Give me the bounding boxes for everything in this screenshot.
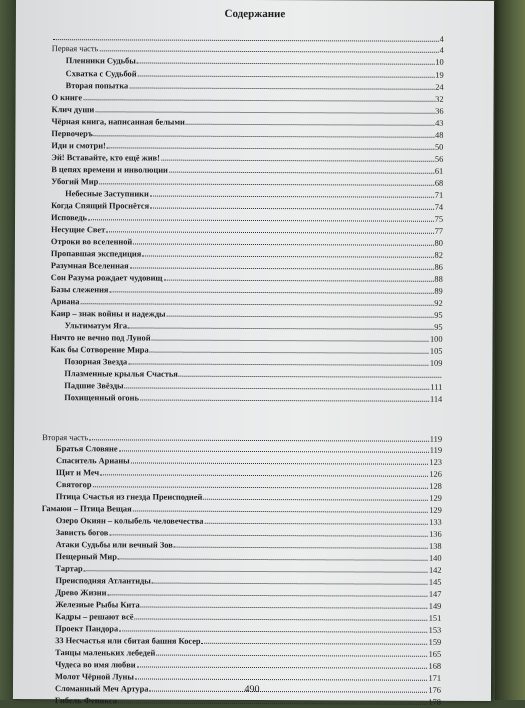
toc-leader-dots [135,670,428,680]
toc-entry-page: 48 [435,130,444,140]
toc-leader-dots [106,223,433,233]
toc-entry-title: Плазменные крылья Счастья [64,369,178,379]
toc-entry-title: Святогор [55,480,92,490]
toc-leader-dots [203,491,428,501]
toc-entry-title: Разумная Вселенная [50,261,129,271]
toc-leader-dots [133,235,433,245]
toc-leader-dots [119,622,428,632]
toc-entry-title: Преисподняя Атлантиды [55,576,151,586]
toc-entry-page: 123 [429,457,443,467]
toc-entry-title: Отроки во вселенной [50,237,133,247]
toc-entry-page: 119 [429,445,443,455]
toc-entry-title: Гибель Феникса [54,696,118,706]
toc-entry-page: 24 [435,82,444,92]
toc-entry [55,694,441,708]
toc-entry-title: Падшие Звёзды [64,381,124,391]
toc-leader-dots [53,31,439,42]
toc-entry-page: 168 [428,661,442,671]
toc-entry-title: Сон Разума рождает чудовищ [50,273,163,283]
toc-entry-page: 71 [434,190,444,200]
toc-entry-title: Кадры – решают всё [55,612,134,622]
toc-entry-page: 109 [429,358,443,368]
toc-entry-title: Пещерный Мир [55,552,117,562]
toc-entry-page: 147 [428,589,442,599]
toc-leader-dots [129,79,434,89]
toc-leader-dots [164,272,434,282]
toc-leader-dots [100,466,428,476]
toc-entry-title: Тартар [55,564,83,574]
toc-entry-page: 80 [434,238,443,248]
toc-entry-title: Каир – знак войны и надежды [50,309,166,319]
toc-entry-page: 68 [434,178,444,188]
toc-entry-title: Позорная Звезда [64,357,128,367]
toc-entry-page: 119 [429,434,443,444]
toc-entry-page: 171 [428,673,442,683]
toc-entry [64,391,442,405]
toc-leader-dots [131,454,429,464]
toc-entry-page: 140 [428,553,442,563]
toc-leader-dots [99,42,438,52]
toc-entry-title: Гамаюн – Птица Вещая [41,504,132,514]
toc-leader-dots [150,200,434,210]
toc-entry-title: Братья Словяне [56,444,118,454]
toc-entry-page: 128 [429,481,442,491]
toc-leader-dots [141,599,428,609]
toc-entry-title: Чёрная книга, написанная белыми [51,117,185,127]
toc-entry-page: 178 [428,697,441,707]
toc-entry-title: Как бы Сотворение Мира [50,345,149,355]
toc-entry-page: 176 [428,685,442,695]
toc-entry-title: Иди и смотри! [51,141,106,151]
toc-entry-title: Спаситель Арианы [55,456,130,466]
toc-leader-dots [179,368,442,378]
toc-entry-page: 89 [434,286,443,296]
toc-entry-page: 61 [434,166,444,176]
toc-leader-dots [204,515,428,525]
toc-leader-dots [133,502,429,512]
toc-entry-title: Ариана [50,297,80,307]
toc-leader-dots [150,188,434,198]
toc-leader-dots [125,379,430,389]
toc-entry-page: 10 [435,57,444,67]
toc-entry-page: 100 [429,334,443,344]
toc-entry-title: Проект Пандора [55,624,119,634]
toc-leader-dots [84,562,428,573]
toc-entry-page: 145 [428,577,442,587]
page-number: 490 [244,683,260,696]
toc-leader-dots [130,259,434,269]
toc-entry-title: Вторая часть [42,433,89,443]
toc-entry-title: Схватка с Судьбой [65,69,137,79]
toc-entry-page: 50 [434,142,444,152]
toc-leader-dots [138,67,435,77]
toc-entry-title: Первая часть [51,44,99,54]
toc-entry-title: Чудеса во имя любви [55,660,136,670]
toc-leader-dots [83,91,434,102]
toc-leader-dots [152,332,429,342]
book-page [13,0,494,707]
toc-entry-page: 165 [428,649,442,659]
toc-leader-dots [134,610,427,620]
toc-entry-page: 75 [434,214,444,224]
toc-entry-page: 56 [434,154,444,164]
toc-entry-title: Птица Счастья из гнезда Преисподней [55,492,203,502]
toc-entry-page: 149 [428,601,442,611]
toc-entry [66,54,444,68]
toc-entry-title: Пропавшая экспедиция [50,249,142,259]
toc-entry-page: 36 [435,106,444,116]
toc-entry-page: 151 [428,613,442,623]
toc-entry-title: Пленники Судьбы [65,56,136,66]
toc-leader-dots [150,344,429,354]
toc-entry-page: 111 [430,382,443,392]
toc-leader-dots [109,526,428,536]
toc-entry-page: 4 [439,45,444,55]
toc-entry-title: Атаки Судьбы или вечный Зов [55,540,173,550]
toc-entry-title: Танцы маленьких лебедей [55,648,156,658]
toc-entry-page: 74 [434,202,444,212]
toc-entry-page: 4 [439,34,444,44]
toc-entry-title: Щит и Меч [55,468,100,478]
toc-leader-dots [186,116,434,126]
toc-leader-dots [137,658,428,668]
toc-leader-dots [142,248,433,258]
toc-leader-dots [94,127,434,137]
toc-entry-title: Ультиматум Яга [64,321,128,331]
toc-leader-dots [119,442,429,452]
toc-entry-page: 153 [428,625,442,635]
toc-entry-title: Молот Чёрной Луны [55,672,134,682]
toc-leader-dots [118,550,428,560]
toc-leader-dots [107,586,427,596]
toc-entry-title: Озеро Окиян – колыбель человечества [55,516,204,526]
toc-entry-page: 19 [435,70,444,80]
toc-leader-dots [152,575,428,585]
toc-leader-dots [109,283,433,293]
toc-entry-title: Похищенный огонь [64,393,139,403]
toc-leader-dots [95,103,434,113]
toc-entry-page: 114 [429,394,443,404]
toc-entry-title: 33 Несчастья или сбитая башня Косер [55,636,201,646]
toc-entry-page: 95 [434,322,443,332]
toc-leader-dots [202,635,428,645]
toc-leader-dots [128,319,433,329]
toc-entry-page: 43 [435,118,444,128]
toc-entry-page: 86 [434,262,443,272]
toc-entry-title: Убогий Мир [51,177,99,187]
toc-entry-title: Ничто не вечно под Луной [50,333,151,343]
toc-entry-page: 105 [429,346,443,356]
toc-entry-title: Базы слежения [50,285,109,295]
toc-entry-page: 129 [429,493,442,503]
toc-entry-page: 77 [434,226,444,236]
toc-entry-title: Железные Рыбы Кита [55,600,140,610]
toc-leader-dots [128,355,429,365]
toc-entry-page: 159 [428,637,442,647]
toc-entry-page: 126 [429,469,442,479]
toc-entry-page: 88 [434,274,443,284]
toc-entry-title: Клич души [51,105,95,115]
toc-leader-dots [167,308,434,318]
toc-entry-title: Исповедь [51,213,87,223]
toc-entry-title: Сломанный Меч Артура [54,684,149,694]
toc-entry-title: Несущие Свет [50,225,106,235]
toc-entry-page: 95 [434,310,443,320]
toc-entry-page: 136 [429,529,442,539]
toc-leader-dots [140,392,429,402]
toc-entry-page: 92 [434,298,443,308]
toc-leader-dots [92,478,428,488]
toc-entry-title: В цепях времени и инволюции [51,165,168,175]
toc-entry-title: Древо Жизни [55,588,107,598]
toc-leader-dots [99,175,434,185]
toc-entry-page: 32 [435,94,444,104]
toc-entry-title: Когда Спящий Проснётся [51,201,150,211]
toc-entry-title: Эй! Вставайте, кто ещё жив! [51,153,160,163]
toc-leader-dots [156,647,427,657]
toc-entry-title: Первочеръ [51,129,93,139]
toc-leader-dots [174,539,428,549]
toc-leader-dots [107,139,434,149]
toc-entry-page: 129 [429,505,442,515]
background-right [495,0,525,700]
toc-leader-dots [88,211,434,222]
toc-leader-dots [80,295,433,306]
toc-entry-page: 142 [428,565,442,575]
toc-entry-page: 82 [434,250,443,260]
page-title: Содержание [224,7,286,21]
toc-entry-page: 138 [429,541,442,551]
toc-entry-title: Небесные Заступники [65,189,149,199]
toc-leader-dots [161,152,434,162]
toc-entry-page: 133 [429,517,442,527]
toc-leader-dots [137,54,435,64]
toc-entry-title: Зависть богов [55,528,109,538]
toc-leader-dots [89,431,428,441]
toc-entry-title: О книге [51,93,83,103]
toc-leader-dots [169,164,434,174]
toc-entry-title: Вторая попытка [65,81,129,91]
